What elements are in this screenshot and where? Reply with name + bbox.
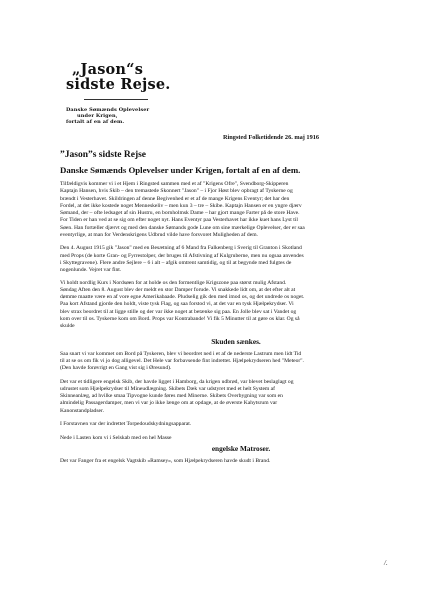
paragraph bbox=[60, 421, 412, 428]
clipping-subtitle bbox=[64, 107, 174, 126]
text-line: blev strax beordret til at ligge stille og der var ikke noget at betænke sig paa. En Jolle blev sat i Vandet og bbox=[60, 308, 297, 315]
text-line: brændt i Vesterhavet. Skildringen af denne Begivenhed er et af de mange Krigens Eventyr; det har den bbox=[60, 195, 290, 202]
paragraph bbox=[60, 351, 412, 373]
text-line: Skinneanlæg, ad hvilke smaa Tipvogne kunde føres med Minerne. Skibets Overbygning var som en bbox=[60, 393, 283, 400]
article bbox=[60, 150, 412, 465]
text-line: Sømand, der – ofte ledsaget af sin Hustru, en bornholmsk Dame – har gjort mange Farter på de store Have. bbox=[60, 210, 300, 217]
text-line: Fordel, at det ikke kostede noget Menneskeliv – men kun 3 – tre – Skibe. Kaptajn Hansen er en yngre djærv bbox=[60, 202, 302, 209]
article-subtitle: Danske Sømænds Oplevelser under Krigen, fortalt af en af dem. bbox=[60, 165, 301, 175]
text-line: Søndag Aften den 8. August blev der meldt en stor Damper forude. Vi snakkede lidt om, at det efter alt at bbox=[60, 286, 296, 293]
text-line: For Tiden er han ved at se sig om efter noget nyt. Hans Eventyr paa Vesterhavet har ikke kuet hans Lyst til bbox=[60, 217, 298, 224]
section-heading: Skuden sænkes. bbox=[211, 336, 261, 346]
text-line: Den 4. August 1915 gik "Jason" med en Besætning af 6 Mand fra Falkenberg i Sverig til Granton i Skotland bbox=[60, 245, 302, 252]
text-line: Det var Fanger fra et engelsk Vagtskib «Ramsey», som Hjælpekrydseren havde skudt i Brand. bbox=[60, 457, 271, 464]
text-line: (Den havde forøvrigt en Gang vist sig i Øresund). bbox=[60, 365, 172, 372]
text-line: udrustet som Hjælpekrydser til Mineudlægning. Skibets Dæk var udstyret med et helt System af bbox=[60, 385, 276, 392]
source-citation: Ringsted Folketidende 26. maj 1916 bbox=[223, 134, 320, 141]
paragraph bbox=[60, 245, 412, 274]
text-line: Nede i Lasten kom vi i Selskab med en hel Masse bbox=[60, 435, 172, 442]
text-line: til at se os om fik vi jo dog alligevel. Det Hele var forbavsende fint indrettet. Hjælpekrydseren hed "Meteor". bbox=[60, 357, 304, 364]
paragraph bbox=[60, 181, 412, 239]
text-line: Paa kort Afstand gjorde den holdt, viste tysk Flag, og saa forstod vi, at det var en tysk Hjælpekrydser. Vi bbox=[60, 301, 294, 308]
text-line: Saa snart vi var kommet om Bord på Tyskeren, blev vi beordret ned i et af de nederste Lastrum men lidt Tid bbox=[60, 350, 302, 357]
clipping-subtitle-line: fortalt af en af dem. bbox=[66, 119, 125, 126]
text-line: i Skyttegravene). Flere andre Sejlere – 6 i alt – afgik omtrent samtidig, og til at begynde med fulgtes de bbox=[60, 259, 292, 266]
clipping-subtitle-line: under Krigen, bbox=[77, 113, 118, 120]
article-title: ”Jason”s sidste Rejse bbox=[60, 150, 147, 160]
text-line: Kaptajn Hansen, hvis Skib – den tremastede Skonnert "Jason" – i Fjor Høst blev opbragt af Tyskerne og bbox=[60, 188, 293, 195]
text-line: kom over til os. Tyskerne kom om Bord. Props var Kontrabande! Vi fik 5 Minutter til at gøre os klar. Og så bbox=[60, 316, 300, 323]
page-mark: /. bbox=[384, 559, 388, 567]
text-line: skulde bbox=[60, 323, 75, 330]
clipping-divider bbox=[84, 99, 148, 100]
text-line: dømme maatte være en af vore egne Amerikabaade. Pludselig gik den med imod os, og det undrede os noget. bbox=[60, 294, 305, 301]
text-line: Søen. Han fortæller djærvt og med den danske Sømands gode Lune om sine mærkelige Oplevelser, der er saa bbox=[60, 224, 305, 231]
clipping-title-line: sidste Rejse. bbox=[66, 76, 171, 93]
text-line: eventyrlige, at man for Verdenskrigens Udbrud vilde have forsvoret Muligheden af dem. bbox=[60, 232, 258, 239]
text-line: Det var et tidligere engelsk Skib, der havde ligget i Hamborg, da krigen udbrød, var blevet beslaglagt og bbox=[60, 378, 294, 385]
clipping-title bbox=[64, 62, 174, 92]
text-line: I Forstavnen var der indrettet Torpedoudskydningsapparat. bbox=[60, 421, 192, 428]
clipping-subtitle-line: Danske Sømænds Oplevelser bbox=[66, 107, 150, 113]
text-line: nogenlunde. Vejret var fint. bbox=[60, 267, 122, 274]
text-line: Tilfældigvis kommer vi i et Hjem i Ringsted sammen med et af "Krigens Ofre", Svendborg-Skipperen bbox=[60, 181, 289, 187]
text-line: Kanonstandpladser. bbox=[60, 407, 104, 414]
text-line: almindelig Passagerdamper, men vi var jo ikke længe om at opdage, at de øverste Kahytsrum var bbox=[60, 400, 278, 407]
paragraph bbox=[60, 280, 412, 331]
clipping-title-line: „Jason“s bbox=[72, 61, 144, 78]
paragraph bbox=[60, 379, 412, 415]
text-line: med Props (de korte Gran- og Fyrrestolper, der bruges til Afstivning af Kulgruberne, men nu ogsaa anvendes bbox=[60, 252, 304, 259]
text-line: Vi holdt nordlig Kurs i Nordsøen for at holde os den formentlige Krigszone paa størst mulig Afstand. bbox=[60, 279, 287, 286]
newspaper-clipping-header bbox=[64, 62, 174, 126]
paragraph bbox=[60, 458, 412, 465]
paragraph bbox=[60, 435, 412, 442]
section-heading: engelske Matroser. bbox=[211, 443, 271, 453]
